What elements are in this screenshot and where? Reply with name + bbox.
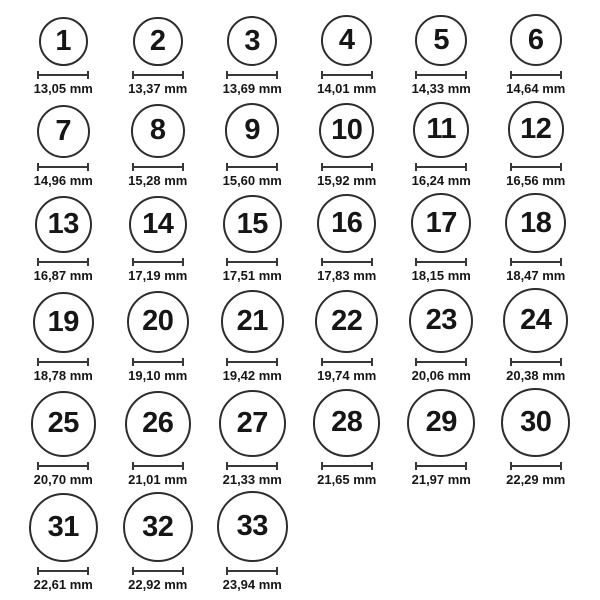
ring-size-item — [394, 15, 489, 98]
ring-circle — [503, 288, 568, 353]
diameter-label: 22,61 mm — [33, 577, 93, 593]
ring-size-number: 4 — [338, 24, 355, 57]
ring-size-number: 28 — [331, 406, 363, 439]
diameter-label: 14,64 mm — [506, 81, 566, 97]
diameter-label: 18,78 mm — [33, 367, 93, 383]
diameter-label: 19,42 mm — [222, 367, 282, 383]
diameter-label: 19,10 mm — [128, 367, 188, 383]
ring-size-row — [16, 101, 594, 188]
ring-size-number: 5 — [433, 24, 450, 57]
ring-circle — [131, 104, 185, 158]
measure-hline — [415, 261, 467, 263]
ring-size-number: 24 — [520, 304, 552, 337]
measure-hline — [510, 361, 562, 363]
diameter-label: 18,47 mm — [506, 268, 566, 284]
measure-hline — [415, 361, 467, 363]
measure-hline — [321, 74, 373, 76]
ring-circle — [29, 493, 98, 562]
diameter-label: 20,06 mm — [411, 367, 471, 383]
diameter-measure-line — [37, 163, 89, 171]
diameter-label: 23,94 mm — [222, 577, 282, 593]
diameter-label: 22,92 mm — [128, 577, 188, 593]
ring-size-item — [489, 288, 584, 384]
measure-hline — [226, 261, 278, 263]
ring-circle — [123, 492, 193, 562]
diameter-measure-line — [415, 258, 467, 266]
diameter-measure-line — [321, 462, 373, 470]
ring-circle — [510, 14, 562, 66]
ring-size-number: 29 — [425, 406, 457, 439]
diameter-measure-line — [37, 462, 89, 470]
diameter-measure-line — [226, 163, 278, 171]
diameter-measure-line — [510, 258, 562, 266]
ring-circle — [409, 289, 473, 353]
measure-hline — [132, 261, 184, 263]
measure-hline — [37, 166, 89, 168]
ring-size-item — [111, 104, 206, 189]
ring-size-row — [16, 193, 594, 285]
measure-hline — [510, 74, 562, 76]
ring-size-number: 17 — [425, 206, 457, 239]
diameter-measure-line — [226, 71, 278, 79]
ring-size-number: 13 — [47, 208, 79, 241]
ring-size-item — [300, 389, 395, 487]
measure-hline — [132, 166, 184, 168]
ring-circle — [127, 291, 189, 353]
diameter-label: 21,33 mm — [222, 471, 282, 487]
ring-circle — [501, 388, 570, 457]
ring-size-number: 3 — [244, 24, 261, 57]
ring-size-number: 18 — [520, 206, 552, 239]
diameter-label: 21,65 mm — [317, 471, 377, 487]
diameter-measure-line — [226, 567, 278, 575]
diameter-label: 17,83 mm — [317, 268, 377, 284]
measure-hline — [510, 261, 562, 263]
ring-size-row — [16, 14, 594, 97]
diameter-measure-line — [321, 71, 373, 79]
diameter-label: 15,92 mm — [317, 172, 377, 188]
ring-circle — [413, 102, 469, 158]
measure-hline — [37, 570, 89, 572]
diameter-label: 17,51 mm — [222, 268, 282, 284]
ring-circle — [313, 389, 380, 456]
ring-circle — [221, 290, 284, 353]
diameter-label: 13,05 mm — [33, 81, 93, 97]
ring-size-number: 9 — [244, 114, 261, 147]
ring-size-item — [205, 103, 300, 188]
ring-circle — [39, 17, 88, 66]
ring-size-item — [394, 193, 489, 284]
ring-size-number: 32 — [142, 510, 174, 543]
diameter-measure-line — [321, 358, 373, 366]
diameter-label: 15,28 mm — [128, 172, 188, 188]
diameter-measure-line — [510, 358, 562, 366]
measure-hline — [415, 166, 467, 168]
ring-size-item — [205, 195, 300, 284]
ring-circle — [129, 196, 187, 254]
ring-size-item — [300, 290, 395, 384]
ring-size-item — [394, 389, 489, 488]
ring-circle — [227, 16, 277, 66]
diameter-measure-line — [226, 258, 278, 266]
ring-circle — [31, 391, 96, 456]
ring-circle — [225, 103, 279, 157]
ring-size-item — [489, 14, 584, 97]
diameter-measure-line — [510, 462, 562, 470]
ring-size-number: 6 — [527, 23, 544, 56]
diameter-measure-line — [37, 358, 89, 366]
measure-hline — [321, 361, 373, 363]
ring-size-number: 7 — [55, 114, 72, 147]
diameter-measure-line — [415, 462, 467, 470]
ring-circle — [37, 105, 90, 158]
diameter-label: 15,60 mm — [222, 172, 282, 188]
ring-size-number: 21 — [236, 305, 268, 338]
ring-circle — [125, 391, 191, 457]
ring-size-item — [489, 101, 584, 188]
measure-hline — [226, 74, 278, 76]
diameter-label: 18,15 mm — [411, 268, 471, 284]
measure-hline — [132, 361, 184, 363]
diameter-label: 16,24 mm — [411, 172, 471, 188]
ring-size-number: 26 — [142, 407, 174, 440]
measure-hline — [415, 465, 467, 467]
diameter-label: 14,33 mm — [411, 81, 471, 97]
diameter-label: 21,01 mm — [128, 471, 188, 487]
ring-size-item — [205, 290, 300, 384]
ring-size-item — [16, 17, 111, 97]
diameter-measure-line — [415, 163, 467, 171]
diameter-label: 14,96 mm — [33, 172, 93, 188]
ring-size-item — [16, 391, 111, 487]
ring-size-number: 23 — [425, 304, 457, 337]
ring-size-number: 16 — [331, 207, 363, 240]
measure-hline — [37, 261, 89, 263]
measure-hline — [321, 261, 373, 263]
ring-size-item — [111, 196, 206, 285]
ring-circle — [315, 290, 378, 353]
ring-size-item — [205, 491, 300, 593]
ring-size-number: 14 — [142, 207, 174, 240]
diameter-measure-line — [415, 358, 467, 366]
ring-circle — [35, 196, 92, 253]
ring-size-item — [489, 388, 584, 488]
ring-size-row — [16, 388, 594, 488]
ring-circle — [411, 193, 471, 253]
diameter-measure-line — [226, 358, 278, 366]
ring-circle — [33, 292, 94, 353]
ring-size-item — [111, 391, 206, 488]
ring-size-number: 22 — [331, 304, 363, 337]
ring-circle — [508, 101, 565, 158]
diameter-measure-line — [132, 163, 184, 171]
ring-size-item — [16, 196, 111, 284]
ring-size-item — [300, 103, 395, 189]
ring-size-number: 11 — [426, 113, 457, 146]
ring-circle — [219, 390, 286, 457]
diameter-measure-line — [132, 358, 184, 366]
ring-size-row — [16, 491, 594, 593]
diameter-measure-line — [321, 258, 373, 266]
ring-size-item — [300, 194, 395, 284]
ring-size-item — [489, 193, 584, 285]
ring-size-item — [111, 291, 206, 384]
ring-size-item — [16, 105, 111, 189]
diameter-label: 17,19 mm — [128, 268, 188, 284]
ring-size-number: 8 — [149, 114, 166, 147]
ring-size-grid — [16, 14, 594, 593]
ring-size-number: 2 — [149, 25, 166, 58]
measure-hline — [132, 570, 184, 572]
ring-circle — [505, 193, 566, 254]
measure-hline — [226, 570, 278, 572]
ring-circle — [319, 103, 374, 158]
diameter-label: 16,87 mm — [33, 268, 93, 284]
measure-hline — [37, 361, 89, 363]
ring-circle — [217, 491, 288, 562]
ring-size-item — [205, 390, 300, 488]
ring-size-item — [394, 102, 489, 189]
measure-hline — [37, 465, 89, 467]
ring-size-item — [111, 17, 206, 98]
diameter-measure-line — [132, 462, 184, 470]
diameter-label: 20,70 mm — [33, 471, 93, 487]
ring-size-number: 19 — [47, 305, 79, 338]
measure-hline — [37, 74, 89, 76]
diameter-measure-line — [37, 71, 89, 79]
diameter-measure-line — [132, 258, 184, 266]
ring-size-number: 1 — [55, 25, 72, 58]
diameter-label: 20,38 mm — [506, 367, 566, 383]
diameter-measure-line — [132, 71, 184, 79]
measure-hline — [132, 74, 184, 76]
ring-size-item — [111, 492, 206, 593]
measure-hline — [415, 74, 467, 76]
diameter-label: 13,37 mm — [128, 81, 188, 97]
diameter-label: 22,29 mm — [506, 471, 566, 487]
diameter-measure-line — [226, 462, 278, 470]
ring-size-number: 20 — [142, 305, 174, 338]
ring-size-number: 30 — [520, 405, 552, 438]
diameter-measure-line — [321, 163, 373, 171]
ring-circle — [223, 195, 282, 254]
ring-size-row — [16, 288, 594, 384]
ring-size-item — [16, 493, 111, 593]
diameter-label: 16,56 mm — [506, 172, 566, 188]
measure-hline — [510, 465, 562, 467]
diameter-measure-line — [132, 567, 184, 575]
measure-hline — [226, 361, 278, 363]
ring-size-number: 25 — [47, 407, 79, 440]
ring-circle — [133, 17, 183, 67]
ring-size-number: 33 — [236, 510, 268, 543]
measure-hline — [321, 166, 373, 168]
diameter-label: 21,97 mm — [411, 471, 471, 487]
diameter-measure-line — [37, 258, 89, 266]
ring-size-number: 12 — [520, 113, 552, 146]
measure-hline — [226, 166, 278, 168]
measure-hline — [510, 166, 562, 168]
diameter-label: 13,69 mm — [222, 81, 282, 97]
ring-size-number: 31 — [47, 511, 79, 544]
ring-size-item — [16, 292, 111, 384]
diameter-measure-line — [415, 71, 467, 79]
ring-size-number: 10 — [331, 113, 363, 146]
ring-circle — [321, 15, 372, 66]
ring-size-number: 15 — [236, 207, 268, 240]
diameter-measure-line — [510, 71, 562, 79]
measure-hline — [321, 465, 373, 467]
measure-hline — [132, 465, 184, 467]
ring-circle — [407, 389, 475, 457]
ring-size-item — [205, 16, 300, 97]
diameter-label: 14,01 mm — [317, 81, 377, 97]
ring-circle — [317, 194, 376, 253]
diameter-measure-line — [37, 567, 89, 575]
diameter-measure-line — [510, 163, 562, 171]
diameter-label: 19,74 mm — [317, 367, 377, 383]
ring-size-item — [394, 289, 489, 384]
ring-size-item — [300, 15, 395, 97]
measure-hline — [226, 465, 278, 467]
ring-circle — [415, 15, 467, 67]
ring-size-number: 27 — [236, 406, 268, 439]
